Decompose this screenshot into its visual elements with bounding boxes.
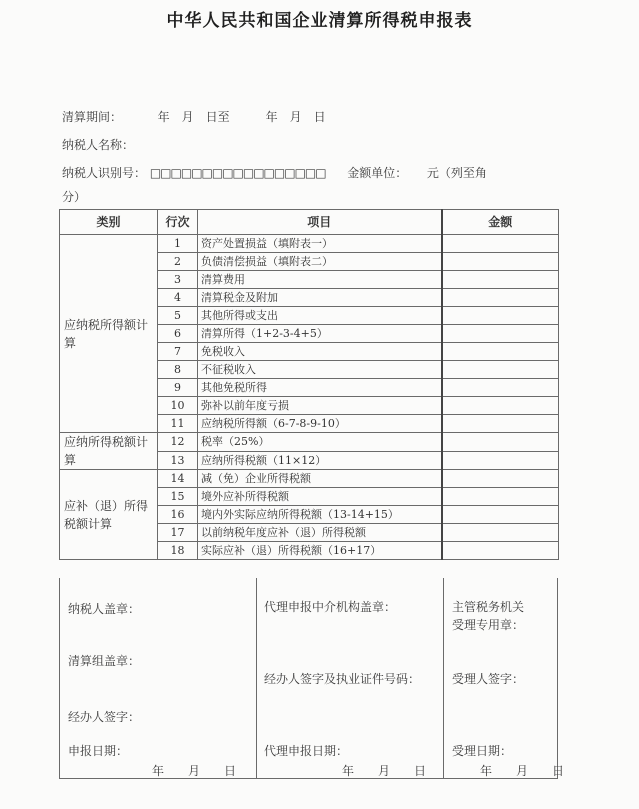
taxpayer-id-label: 纳税人识别号： — [62, 166, 147, 180]
line-no: 11 — [158, 415, 198, 433]
amount-cell[interactable] — [442, 524, 559, 542]
amount-cell[interactable] — [442, 271, 559, 289]
header-category: 类别 — [60, 210, 158, 235]
signature-section — [59, 578, 565, 779]
period-label: 清算期间： — [62, 110, 123, 124]
table-row — [60, 470, 559, 488]
unit-label: 金额单位： — [347, 166, 408, 180]
line-item: 免税收入 — [198, 343, 442, 361]
table-row — [60, 235, 559, 253]
line-item: 弥补以前年度亏损 — [198, 397, 442, 415]
line-item: 负债清偿损益（填附表二） — [198, 253, 442, 271]
header-item: 项目 — [198, 210, 442, 235]
signature-divider — [256, 578, 257, 778]
line-no: 2 — [158, 253, 198, 271]
line-item: 应纳所得税额（11×12） — [198, 451, 442, 470]
header-amount: 金额 — [442, 210, 559, 235]
amount-cell[interactable] — [442, 415, 559, 433]
line-no: 1 — [158, 235, 198, 253]
amount-cell[interactable] — [442, 506, 559, 524]
line-no: 7 — [158, 343, 198, 361]
handler-sign-label[interactable]: 经办人签字： — [68, 710, 141, 724]
amount-cell[interactable] — [442, 289, 559, 307]
amount-cell[interactable] — [442, 307, 559, 325]
line-item: 实际应补（退）所得税额（16+17） — [198, 542, 442, 560]
line-item: 减（免）企业所得税额 — [198, 470, 442, 488]
receiver-sign-label[interactable]: 受理人签字： — [452, 672, 525, 686]
line-no: 12 — [158, 433, 198, 452]
agent-date-fill[interactable]: 年 月 日 — [342, 764, 427, 778]
amount-cell[interactable] — [442, 253, 559, 271]
line-no: 18 — [158, 542, 198, 560]
amount-cell[interactable] — [442, 361, 559, 379]
liquidation-seal-label[interactable]: 清算组盖章： — [68, 654, 141, 668]
line-no: 15 — [158, 488, 198, 506]
period-line — [62, 108, 326, 125]
line-item: 其他免税所得 — [198, 379, 442, 397]
header-line-no: 行次 — [158, 210, 198, 235]
declaration-table — [59, 209, 559, 560]
amount-cell[interactable] — [442, 451, 559, 470]
amount-cell[interactable] — [442, 343, 559, 361]
line-item: 清算费用 — [198, 271, 442, 289]
line-item: 资产处置损益（填附表一） — [198, 235, 442, 253]
receive-date-label: 受理日期： — [452, 744, 513, 758]
line-no: 3 — [158, 271, 198, 289]
tax-authority-label: 主管税务机关 — [452, 600, 525, 614]
tax-authority-seal-label[interactable]: 受理专用章： — [452, 618, 525, 632]
amount-cell[interactable] — [442, 433, 559, 452]
amount-cell[interactable] — [442, 470, 559, 488]
taxpayer-name-label: 纳税人名称： — [62, 138, 135, 152]
line-no: 17 — [158, 524, 198, 542]
declare-date-label: 申报日期： — [68, 744, 129, 758]
unit-value-cont: 分） — [62, 190, 87, 204]
period-value[interactable]: 年 月 日至 年 月 日 — [157, 110, 326, 124]
category-taxable-income: 应纳税所得额计算 — [60, 235, 158, 433]
receive-date-fill[interactable]: 年 月 日 — [480, 764, 565, 778]
taxpayer-name-line — [62, 136, 134, 153]
amount-cell[interactable] — [442, 325, 559, 343]
taxpayer-seal-label[interactable]: 纳税人盖章： — [68, 602, 141, 616]
amount-cell[interactable] — [442, 397, 559, 415]
line-item: 税率（25%） — [198, 433, 442, 452]
line-item: 清算税金及附加 — [198, 289, 442, 307]
line-item: 境内外实际应纳所得税额（13-14+15） — [198, 506, 442, 524]
unit-value: 元（列至角 — [426, 166, 487, 180]
line-item: 以前纳税年度应补（退）所得税额 — [198, 524, 442, 542]
line-no: 14 — [158, 470, 198, 488]
line-no: 5 — [158, 307, 198, 325]
agent-seal-label[interactable]: 代理申报中介机构盖章： — [264, 600, 397, 614]
line-item: 其他所得或支出 — [198, 307, 442, 325]
line-no: 4 — [158, 289, 198, 307]
agent-handler-label[interactable]: 经办人签字及执业证件号码： — [264, 672, 421, 686]
line-no: 10 — [158, 397, 198, 415]
line-item: 清算所得（1+2-3-4+5） — [198, 325, 442, 343]
taxpayer-id-line — [62, 164, 487, 181]
table-header-row — [60, 210, 559, 235]
line-item: 应纳税所得额（6-7-8-9-10） — [198, 415, 442, 433]
category-tax-refund: 应补（退）所得税额计算 — [60, 470, 158, 560]
category-tax-payable: 应纳所得税额计算 — [60, 433, 158, 470]
amount-cell[interactable] — [442, 235, 559, 253]
line-item: 境外应补所得税额 — [198, 488, 442, 506]
agent-date-label: 代理申报日期： — [264, 744, 349, 758]
form-title: 中华人民共和国企业清算所得税申报表 — [166, 11, 473, 31]
taxpayer-id-boxes[interactable]: □□□□□□□□□□□□□□□□□ — [149, 166, 326, 180]
line-no: 8 — [158, 361, 198, 379]
line-no: 16 — [158, 506, 198, 524]
amount-cell[interactable] — [442, 542, 559, 560]
line-no: 13 — [158, 451, 198, 470]
declare-date-fill[interactable]: 年 月 日 — [152, 764, 237, 778]
table-row — [60, 433, 559, 452]
amount-cell[interactable] — [442, 379, 559, 397]
line-no: 6 — [158, 325, 198, 343]
line-no: 9 — [158, 379, 198, 397]
signature-divider — [443, 578, 444, 778]
line-item: 不征税收入 — [198, 361, 442, 379]
amount-cell[interactable] — [442, 488, 559, 506]
